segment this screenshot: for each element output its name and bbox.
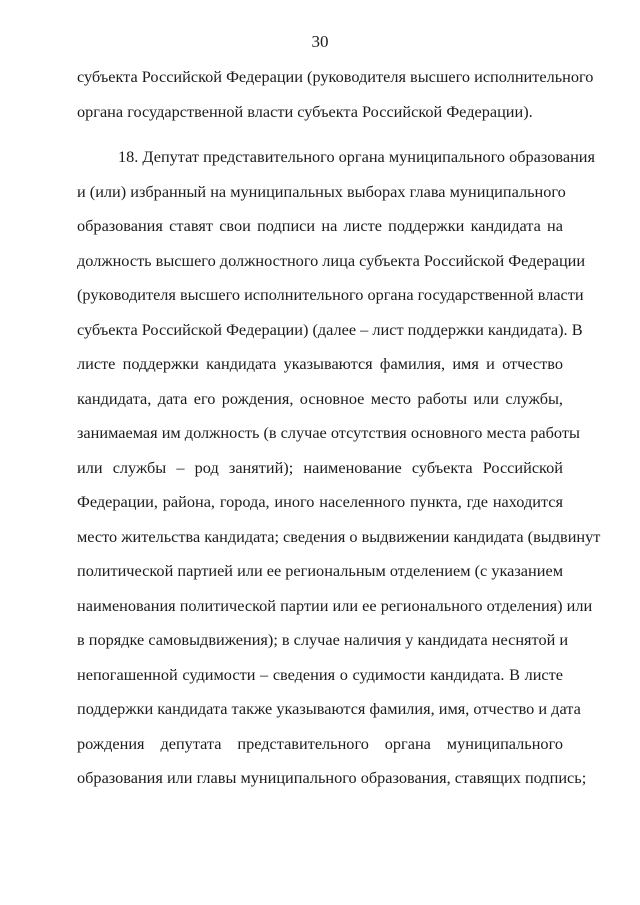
text-line: должность высшего должностного лица субъекта Российской Федерации (77, 251, 586, 270)
text-line: кандидата, дата его рождения, основное место работы или службы, (77, 389, 563, 408)
text-line: субъекта Российской Федерации (руководителя высшего исполнительного (77, 67, 594, 86)
text-line: (руководителя высшего исполнительного органа государственной власти (77, 285, 584, 304)
text-line: листе поддержки кандидата указываются фамилия, имя и отчество (77, 354, 563, 373)
text-line: в порядке самовыдвижения); в случае наличия у кандидата неснятой и (77, 630, 569, 649)
text-line: или службы – род занятий); наименование субъекта Российской (77, 458, 563, 477)
text-line: субъекта Российской Федерации) (далее – лист поддержки кандидата). В (77, 320, 583, 339)
text-line: занимаемая им должность (в случае отсутствия основного места работы (77, 423, 580, 442)
text-line: органа государственной власти субъекта Российской Федерации). (77, 102, 533, 121)
text-line: образования ставят свои подписи на листе поддержки кандидата на (77, 216, 563, 235)
text-line: непогашенной судимости – сведения о судимости кандидата. В листе (77, 665, 563, 684)
text-line: Федерации, района, города, иного населенного пункта, где находится (77, 492, 563, 511)
text-line: место жительства кандидата; сведения о выдвижении кандидата (выдвинут (77, 527, 601, 546)
page-number: 30 (311, 32, 329, 51)
text-line: политической партией или ее региональным отделением (с указанием (77, 561, 563, 580)
text-line: наименования политической партии или ее регионального отделения) или (77, 596, 593, 615)
paragraph-start-line: 18. Депутат представительного органа муниципального образования (118, 147, 595, 166)
text-line: образования или главы муниципального образования, ставящих подпись; (77, 768, 587, 787)
text-line: и (или) избранный на муниципальных выборах глава муниципального (77, 182, 566, 201)
text-line: поддержки кандидата также указываются фамилия, имя, отчество и дата (77, 699, 581, 718)
text-line: рождения депутата представительного органа муниципального (77, 734, 563, 753)
